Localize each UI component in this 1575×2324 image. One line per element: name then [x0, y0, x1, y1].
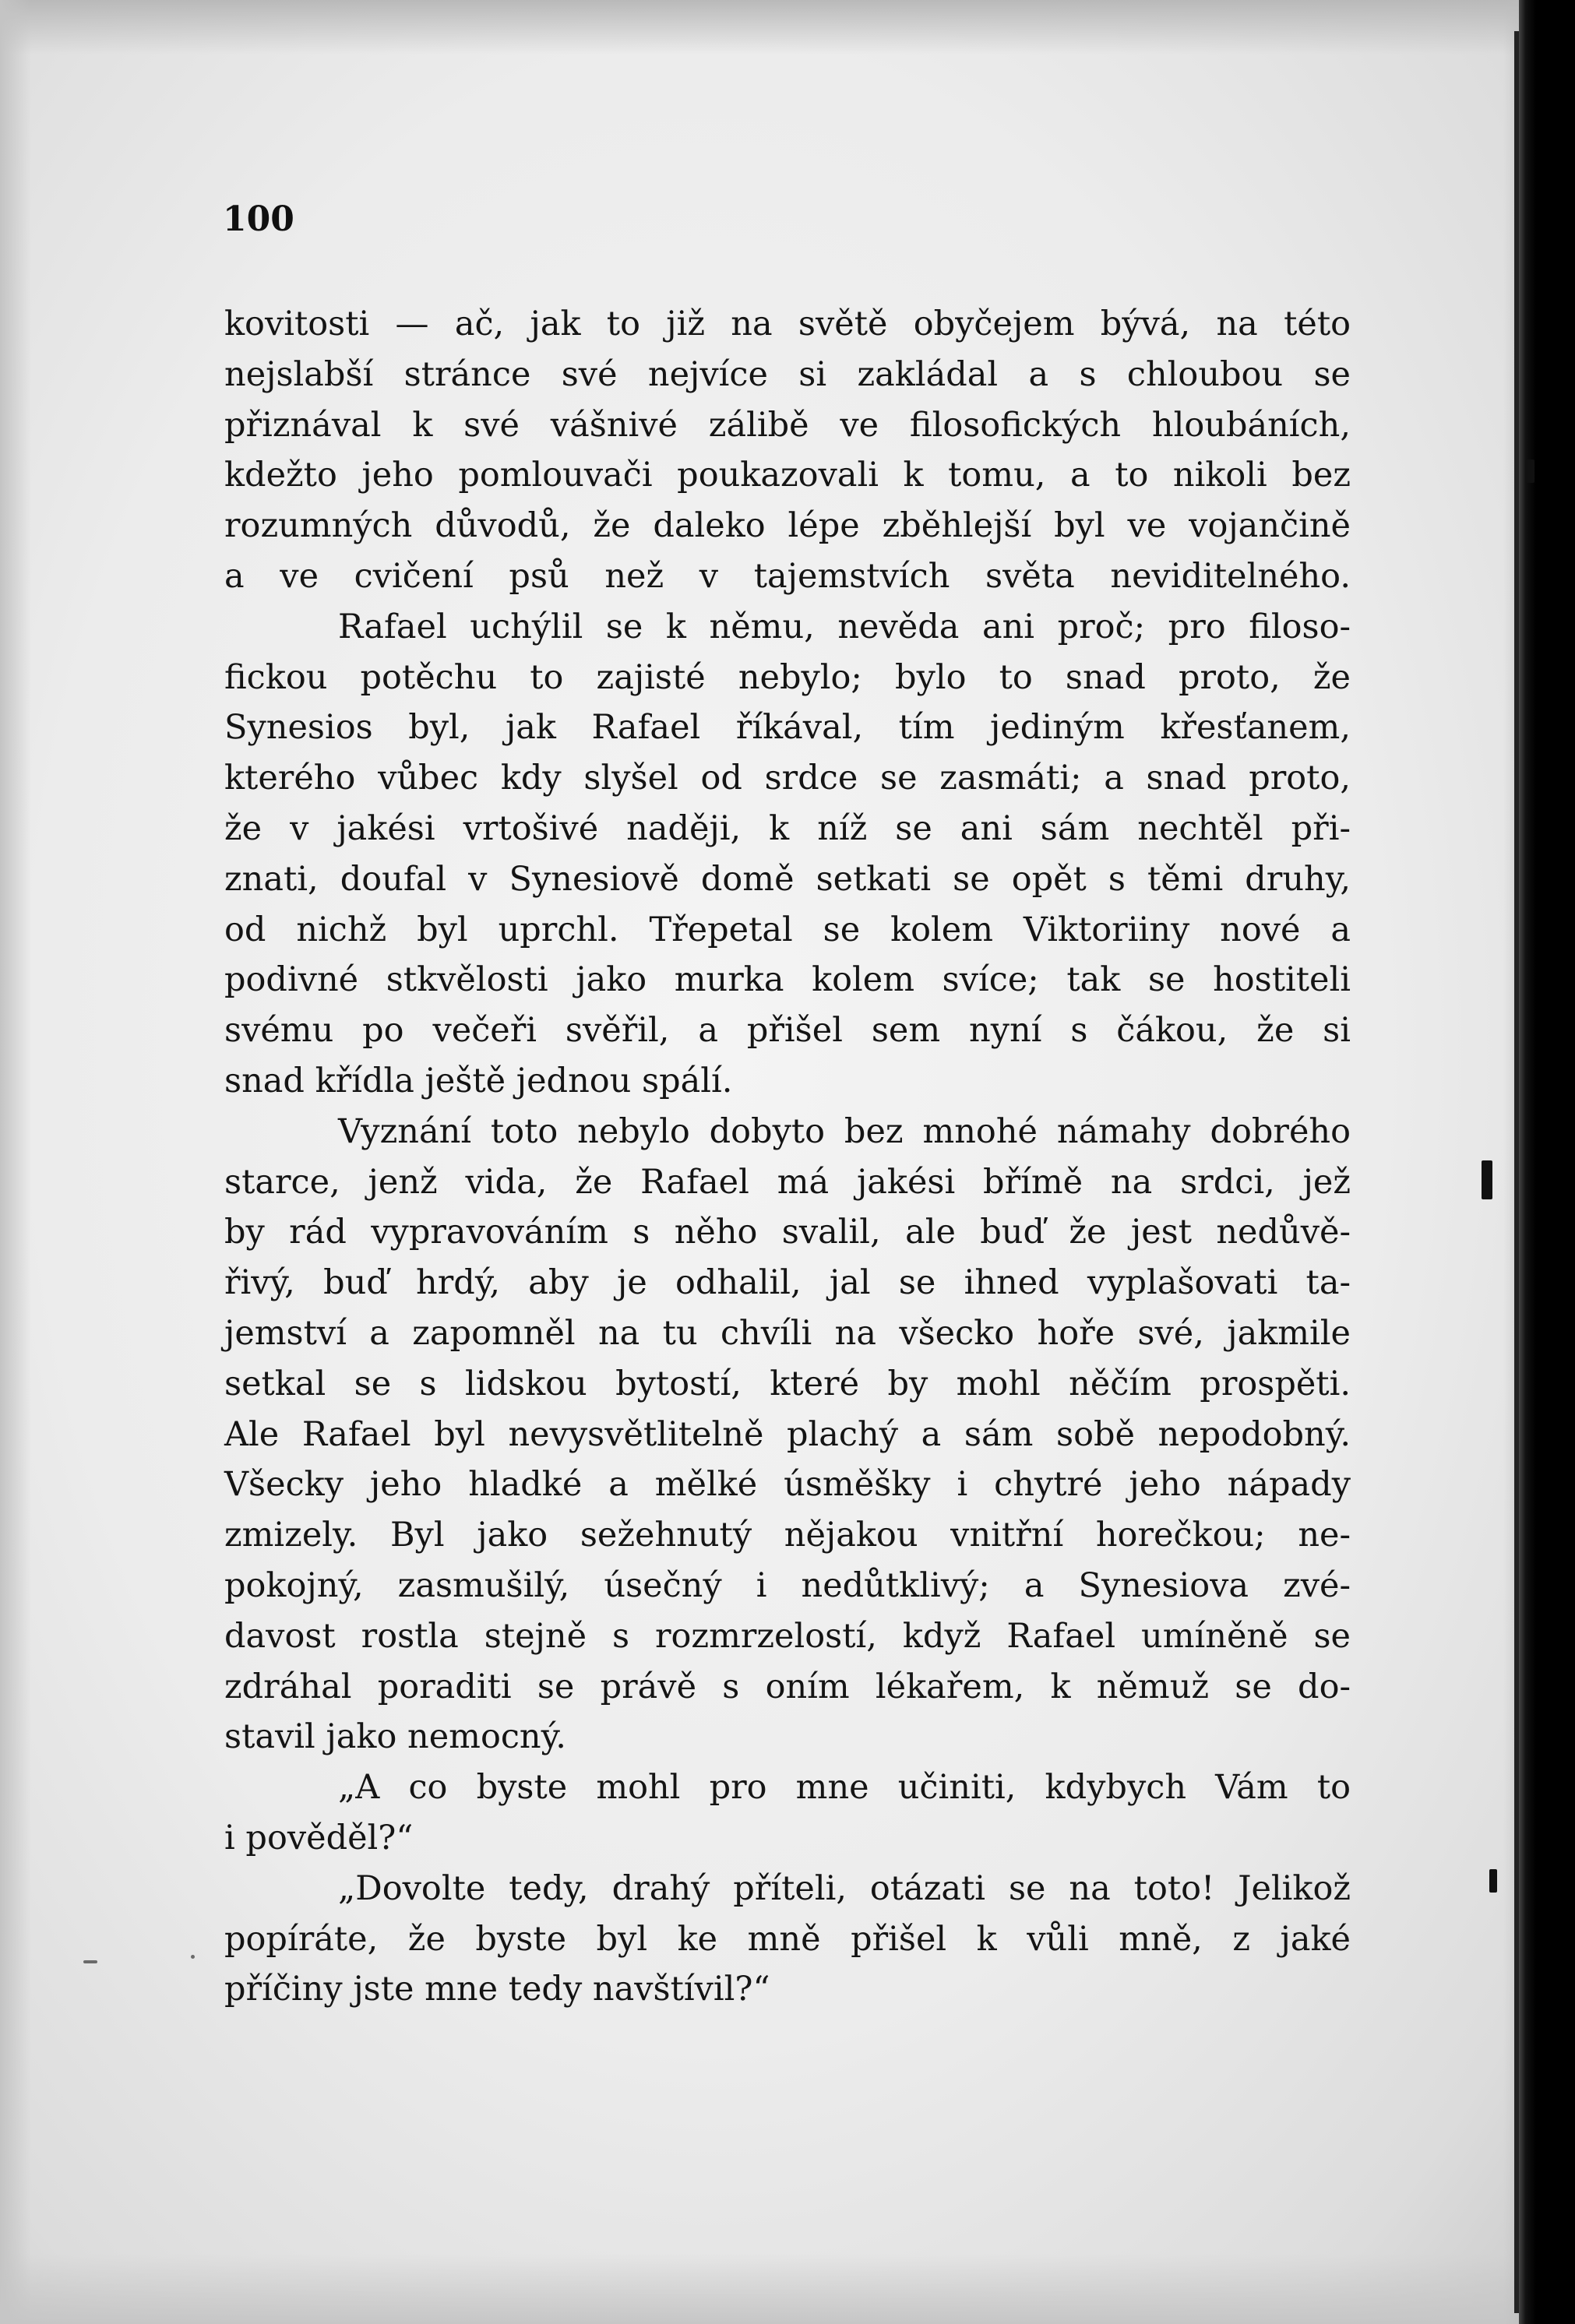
scan-border [1536, 0, 1575, 2324]
text-line: rozumných důvodů, že daleko lépe zběhlejší byl ve vojančině [224, 506, 1351, 546]
text-line: „A co byste mohl pro mne učiniti, kdybych Vám to [338, 1768, 1351, 1808]
text-line: davost rostla stejně s rozmrzelostí, když Rafael umíněně se [224, 1616, 1351, 1656]
text-line: Ale Rafael byl nevysvětlitelně plachý a sám sobě nepodobný. [224, 1414, 1351, 1454]
body-text [224, 299, 1351, 2015]
page-edge [1519, 0, 1536, 2324]
text-line: a ve cvičení psů než v tajemstvích světa neviditelného. [224, 556, 1351, 596]
text-line: podivné stkvělosti jako murka kolem svíce; tak se hostiteli [224, 960, 1351, 1000]
text-line: přiznával k své vášnivé zálibě ve filosofických hloubáních, [224, 405, 1351, 445]
ink-speck [83, 1960, 97, 1963]
text-line: zmizely. Byl jako sežehnutý nějakou vnitřní horečkou; ne- [224, 1516, 1351, 1555]
text-line: Všecky jeho hladké a mělké úsměšky i chytré jeho nápady [224, 1465, 1351, 1505]
text-line: že v jakési vrtošivé naději, k níž se ani sám nechtěl při- [224, 808, 1351, 848]
edge-mark [1482, 1160, 1492, 1199]
text-line: by rád vypravováním s něho svalil, ale buď že jest nedůvě- [224, 1213, 1351, 1252]
text-line: nejslabší stránce své nejvíce si zakládal a s chloubou se [224, 354, 1351, 394]
text-line: Vyznání toto nebylo dobyto bez mnohé námahy dobrého [338, 1111, 1351, 1151]
text-line: snad křídla ještě jednou spálí. [224, 1061, 733, 1100]
text-line: kterého vůbec kdy slyšel od srdce se zasmáti; a snad proto, [224, 759, 1351, 798]
text-line: starce, jenž vida, že Rafael má jakési břímě na srdci, jež [224, 1162, 1351, 1202]
ink-speck [191, 1955, 195, 1959]
text-line: znati, doufal v Synesiově domě setkati se opět s těmi druhy, [224, 859, 1351, 899]
text-line: Synesios byl, jak Rafael říkával, tím jediným křesťanem, [224, 708, 1351, 748]
edge-mark [1525, 460, 1534, 483]
text-line: příčiny jste mne tedy navštívil?“ [224, 1970, 770, 2009]
text-line: kdežto jeho pomlouvači poukazovali k tomu, a to nikoli bez [224, 456, 1351, 495]
text-line: od nichž byl uprchl. Třepetal se kolem Viktoriiny nové a [224, 910, 1351, 949]
text-line: svému po večeři svěřil, a přišel sem nyní s čákou, že si [224, 1011, 1351, 1051]
text-line: popíráte, že byste byl ke mně přišel k vůli mně, z jaké [224, 1919, 1351, 1959]
text-line: „Dovolte tedy, drahý příteli, otázati se na toto! Jelikož [338, 1868, 1351, 1908]
text-line: kovitosti — ač, jak to již na světě obyčejem bývá, na této [224, 305, 1351, 343]
top-shadow [0, 0, 1575, 55]
text-line: setkal se s lidskou bytostí, které by mohl něčím prospěti. [224, 1364, 1351, 1403]
bottom-shadow [0, 2254, 1575, 2324]
text-line: jemství a zapomněl na tu chvíli na všecko hoře své, jakmile [224, 1313, 1351, 1353]
edge-mark [1489, 1869, 1497, 1893]
text-line: fickou potěchu to zajisté nebylo; bylo to snad proto, že [224, 657, 1351, 697]
text-line: stavil jako nemocný. [224, 1717, 566, 1757]
page-number: 100 [223, 199, 294, 239]
text-line: zdráhal poraditi se právě s oním lékařem, k němuž se do- [224, 1667, 1351, 1706]
text-line: Rafael uchýlil se k němu, nevěda ani proč; pro filoso- [338, 607, 1351, 646]
left-shadow [0, 0, 31, 2324]
text-line: pokojný, zasmušilý, úsečný i nedůtklivý; a Synesiova zvé- [224, 1565, 1351, 1605]
text-line: i pověděl?“ [224, 1818, 414, 1857]
text-line: řivý, buď hrdý, aby je odhalil, jal se ihned vyplašovati ta- [224, 1263, 1351, 1303]
